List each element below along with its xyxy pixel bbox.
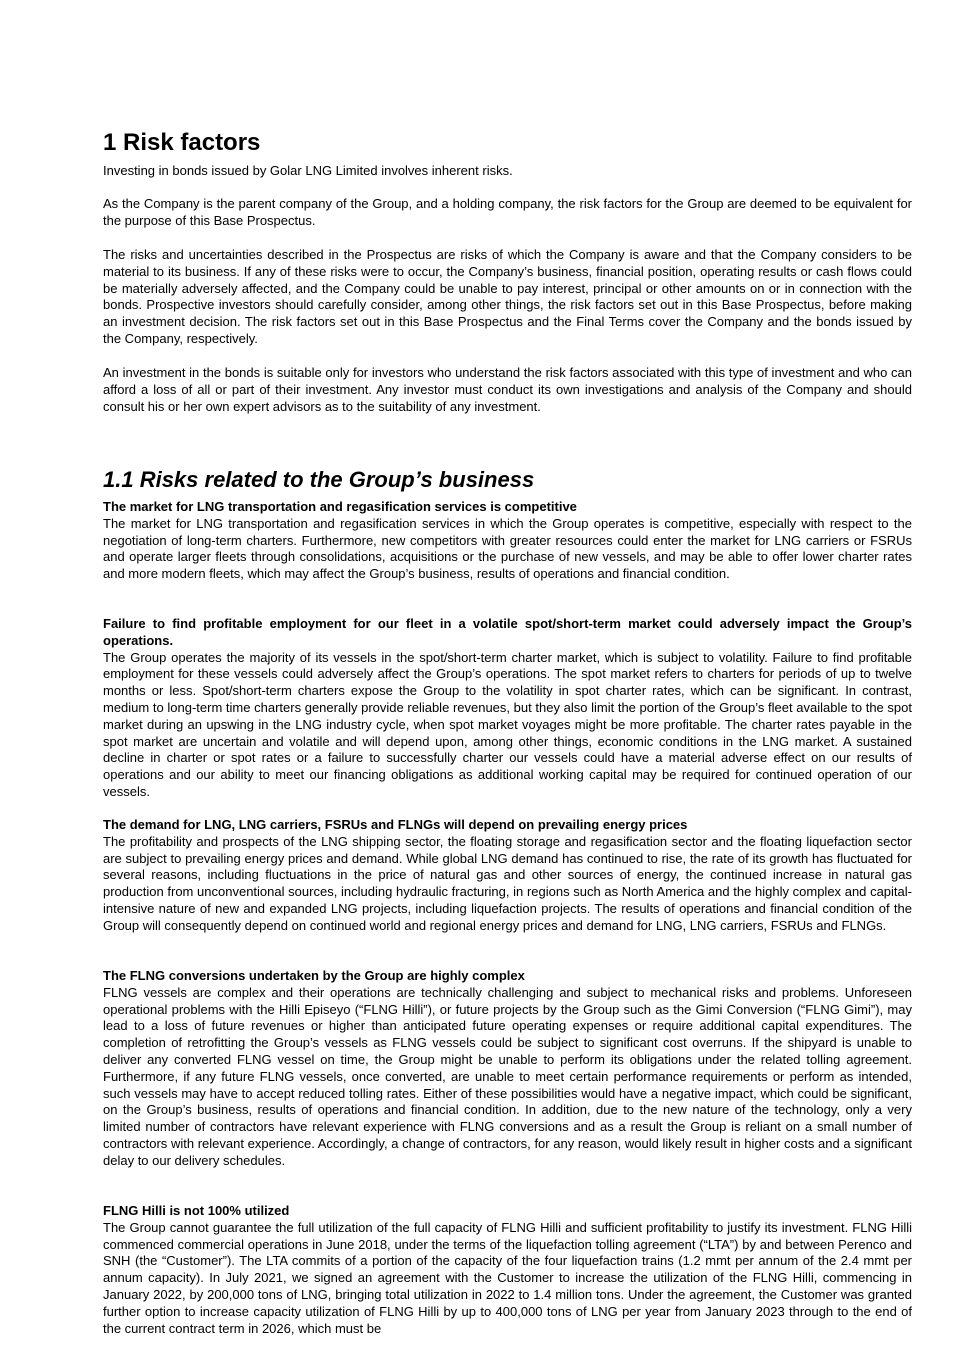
risk-heading: The market for LNG transportation and regasification services is competitive	[103, 499, 577, 514]
risk-body: The profitability and prospects of the LNG shipping sector, the floating storage and regasification sector and the floating liquefaction sector are subject to prevailing energy prices and demand. While global LNG demand has continued to rise, the rate of its growth has fluctuated for several reasons, including fluctuations in the price of natural gas and other sources of energy, the continued increase in natural gas production from unconventional sources, including hydraulic fracturing, in regions such as North America and the highly complex and capital-intensive nature of new and expanded LNG projects, including liquefaction projects. The results of operations and financial condition of the Group will consequently depend on continued world and regional energy prices and demand for LNG, LNG carriers, FSRUs and FLNGs.	[103, 833, 912, 933]
risk-item	[103, 499, 912, 583]
intro-paragraph	[103, 196, 912, 230]
risk-item	[103, 968, 912, 1170]
intro-paragraph	[103, 163, 912, 180]
risk-body: FLNG vessels are complex and their operations are technically challenging and subject to mechanical risks and problems. Unforeseen operational problems with the Hilli Episeyo (“FLNG Hilli”), or future projects by the Group such as the Gimi Conversion (“FLNG Gimi”), may lead to a loss of future revenues or higher than anticipated future operating expenses or require additional capital expenditures. The completion of retrofitting the Group’s vessels as FLNG vessels could be subject to significant cost overruns. If the shipyard is unable to deliver any converted FLNG vessel on time, the Group might be unable to perform its obligations under the related tolling agreement. Furthermore, if any future FLNG vessels, once converted, are unable to meet certain performance requirements or perform as intended, such vessels may have to accept reduced tolling rates. Either of these possibilities would have a negative impact, which could be significant, on the Group’s business, results of operations and financial condition. In addition, due to the new nature of the technology, only a very limited number of contractors have relevant experience with FLNG conversions and as a result the Group is reliant on a small number of contractors with relevant experience. Accordingly, a change of contractors, for any reason, would likely result in higher costs and a significant delay to our delivery schedules.	[103, 984, 912, 1168]
risk-heading: The demand for LNG, LNG carriers, FSRUs and FLNGs will depend on prevailing energy prices	[103, 817, 688, 832]
risk-item	[103, 616, 912, 801]
risk-item	[103, 817, 912, 935]
section-title: 1 Risk factors	[103, 129, 261, 156]
risk-body: The market for LNG transportation and regasification services in which the Group operates is competitive, especially with respect to the negotiation of long-term charters. Furthermore, new competitors with greater resources could enter the market for LNG carriers or FSRUs and operate larger fleets through consolidations, acquisitions or the purchase of new vessels, and may be able to offer lower charter rates and more modern fleets, which may affect the Group’s business, results of operations and financial condition.	[103, 515, 912, 582]
risk-heading: Failure to find profitable employment for our fleet in a volatile spot/short-term market could adversely impact the Group’s operations.	[103, 616, 912, 648]
paragraph: An investment in the bonds is suitable only for investors who understand the risk factors associated with this type of investment and who can afford a loss of all or part of their investment. Any investor must conduct its own investigations and analysis of the Company and should consult his or her own expert advisors as to the suitability of any investment.	[103, 365, 912, 414]
risk-heading: FLNG Hilli is not 100% utilized	[103, 1203, 290, 1218]
risk-heading: The FLNG conversions undertaken by the Group are highly complex	[103, 968, 525, 983]
intro-paragraph	[103, 365, 912, 415]
paragraph: The risks and uncertainties described in the Prospectus are risks of which the Company is aware and that the Company considers to be material to its business. If any of these risks were to occur, the Company’s business, financial position, operating results or cash flows could be materially adversely affected, and the Company could be unable to pay interest, principal or other amounts on or in connection with the bonds. Prospective investors should carefully consider, among other things, the risk factors set out in this Base Prospectus, before making an investment decision. The risk factors set out in this Base Prospectus and the Final Terms cover the Company and the bonds issued by the Company, respectively.	[103, 247, 912, 346]
risk-item	[103, 1203, 912, 1337]
subsection-title: 1.1 Risks related to the Group’s business	[103, 467, 535, 492]
risk-body: The Group cannot guarantee the full utilization of the full capacity of FLNG Hilli and sufficient profitability to justify its investment. FLNG Hilli commenced commercial operations in June 2018, under the terms of the liquefaction tolling agreement (“LTA”) by and between Perenco and SNH (the “Customer”). The LTA commits of a portion of the capacity of the four liquefaction trains (1.2 mmt per annum of the 2.4 mmt per annum capacity). In July 2021, we signed an agreement with the Customer to increase the utilization of the FLNG Hilli, commencing in January 2022, by 200,000 tons of LNG, bringing total utilization in 2022 to 1.4 million tons. Under the agreement, the Customer was granted further option to increase capacity utilization of FLNG Hilli by up to 400,000 tons of LNG per year from January 2023 through to the end of the current contract term in 2026, which must be	[103, 1219, 912, 1336]
intro-paragraph	[103, 247, 912, 348]
paragraph: As the Company is the parent company of the Group, and a holding company, the risk factors for the Group are deemed to be equivalent for the purpose of this Base Prospectus.	[103, 196, 912, 228]
paragraph: Investing in bonds issued by Golar LNG Limited involves inherent risks.	[103, 163, 513, 178]
risk-body: The Group operates the majority of its vessels in the spot/short-term charter market, which is subject to volatility. Failure to find profitable employment for these vessels could adversely affect the Group’s operations. The spot market refers to charters for periods of up to twelve months or less. Spot/short-term charters expose the Group to the volatility in spot charter rates, which can be significant. In contrast, medium to long-term time charters generally provide reliable revenues, but they also limit the portion of the Group’s fleet available to the spot market during an upswing in the LNG industry cycle, when spot market voyages might be more profitable. The charter rates payable in the spot market are uncertain and volatile and will depend upon, among other things, economic conditions in the LNG market. A sustained decline in charter or spot rates or a failure to successfully charter our vessels could have a material adverse effect on our results of operations and our ability to meet our financing obligations as additional working capital may be required for continued operation of our vessels.	[103, 649, 912, 799]
